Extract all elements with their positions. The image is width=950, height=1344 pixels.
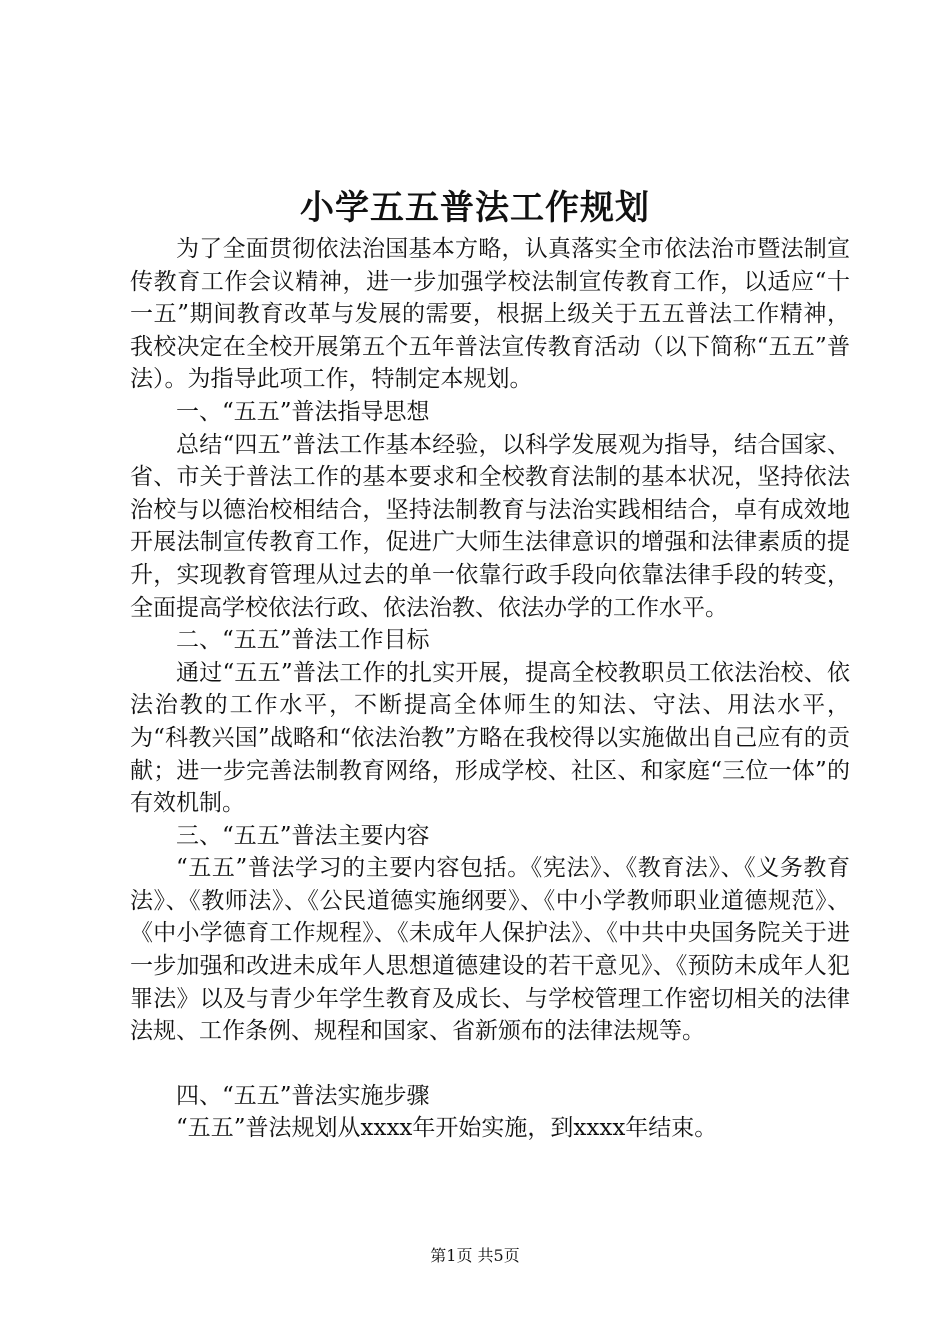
section-heading-work-goals: 二、“五五”普法工作目标 [176, 627, 430, 654]
guiding-thought-paragraph: 总结“四五”普法工作基本经验，以科学发展观为指导，结合国家、省、市关于普法工作的基本要求和全校教育法制的基本状况，坚持依法治校与以德治校相结合，坚持法制教育与法治实践相结合，卓有成效地开展法制宣传教育工作，促进广大师生法律意识的增强和法律素质的提升，实现教育管理从过去的单一依靠行政手段向依靠法律手段的转变，全面提高学校依法行政、依法治教、依法办学的工作水平。 [130, 431, 850, 621]
document-title: 小学五五普法工作规划 [300, 188, 650, 228]
page-footer: 第1页 共5页 [430, 1246, 520, 1265]
section-heading-implementation-steps: 四、“五五”普法实施步骤 [176, 1082, 430, 1109]
work-goals-paragraph: 通过“五五”普法工作的扎实开展，提高全校教职员工依法治校、依法治教的工作水平，不断提高全体师生的知法、守法、用法水平，为“科教兴国”战略和“依法治教”方略在我校得以实施做出自己应有的贡献；进一步完善法制教育网络，形成学校、社区、和家庭“三位一体”的有效机制。 [130, 659, 850, 817]
main-content-paragraph: “五五”普法学习的主要内容包括。《宪法》、《教育法》、《义务教育法》、《教师法》、《公民道德实施纲要》、《中小学教师职业道德规范》、《中小学德育工作规程》、《未成年人保护法》、《中共中央国务院关于进一步加强和改进未成年人思想道德建设的若干意见》、《预防未成年人犯罪法》以及与青少年学生教育及成长、与学校管理工作密切相关的法律法规、工作条例、规程和国家、省新颁布的法律法规等。 [130, 855, 850, 1045]
document-body [130, 233, 850, 1145]
section-heading-main-content: 三、“五五”普法主要内容 [176, 822, 430, 849]
intro-paragraph: 为了全面贯彻依法治国基本方略，认真落实全市依法治市暨法制宣传教育工作会议精神，进一步加强学校法制宣传教育工作，以适应“十一五”期间教育改革与发展的需要，根据上级关于五五普法工作精神，我校决定在全校开展第五个五年普法宣传教育活动（以下简称“五五”普法）。为指导此项工作，特制定本规划。 [130, 236, 850, 393]
implementation-steps-paragraph: “五五”普法规划从xxxx年开始实施，到xxxx年结束。 [176, 1115, 718, 1142]
section-heading-guiding-thought: 一、“五五”普法指导思想 [176, 398, 430, 425]
